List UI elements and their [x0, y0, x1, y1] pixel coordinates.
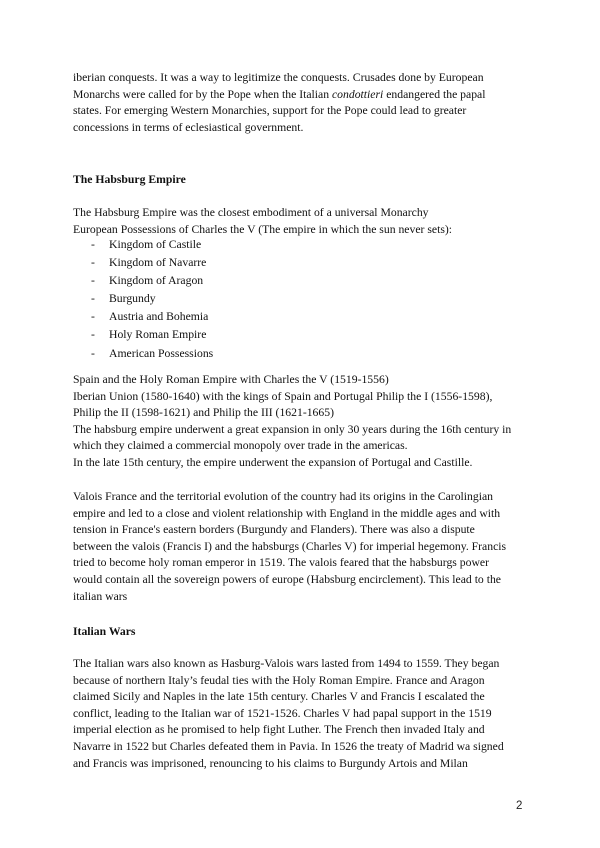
list-bullet: - [91, 274, 95, 288]
text-line: The Italian wars also known as Hasburg-Valois wars lasted from 1494 to 1559. They began [73, 657, 500, 670]
text-line: and Francis was imprisoned, renouncing to his claims to Burgundy Artois and Milan [73, 756, 468, 770]
list-bullet: - [91, 310, 95, 324]
list-bullet: - [91, 328, 95, 342]
list-item [73, 291, 213, 309]
text-line: italian wars [73, 589, 128, 603]
text-line: Philip the II (1598-1621) and Philip the III (1621-1665) [73, 406, 334, 420]
text-line: iberian conquests. It was a way to legitimize the conquests. Crusades done by European [73, 71, 484, 84]
list-item [73, 346, 213, 364]
italian-wars-paragraph [73, 656, 533, 772]
text-line: The habsburg empire underwent a great expansion in only 30 years during the 16th century in [73, 422, 512, 436]
list-item [73, 237, 213, 255]
text-line: conflict, leading to the Italian war of 1521-1526. Charles V had papal support in the 1519 [73, 706, 492, 720]
text-line: European Possessions of Charles the V (The empire in which the sun never sets): [73, 222, 453, 236]
possessions-list [73, 237, 213, 364]
text-line: states. For emerging Western Monarchies, support for the Pope could lead to greater [73, 104, 467, 118]
text-line: Valois France and the territorial evolution of the country had its origins in the Carolingian [73, 490, 494, 503]
intro-paragraph [73, 70, 533, 136]
text-line: which they claimed a commercial monopoly over trade in the americas. [73, 439, 408, 453]
text-span: endangered the papal [383, 87, 486, 101]
list-item [73, 309, 213, 327]
list-item-text: Kingdom of Castile [109, 238, 202, 251]
valois-paragraph [73, 489, 533, 605]
list-item [73, 327, 213, 345]
text-line: The Habsburg Empire was the closest embodiment of a universal Monarchy [73, 206, 429, 219]
list-item-text: Austria and Bohemia [109, 310, 209, 324]
list-item [73, 255, 213, 273]
list-item [73, 273, 213, 291]
text-line: between the valois (Francis I) and the habsburgs (Charles V) for imperial hegemony. Francis [73, 539, 507, 553]
section-heading-italian-wars: Italian Wars [73, 625, 136, 638]
text-line: Navarre in 1522 but Charles defeated them in Pavia. In 1526 the treaty of Madrid wa signed [73, 739, 504, 753]
text-line: concessions in terms of eclesiastical government. [73, 120, 304, 134]
italic-term: condottieri [331, 87, 384, 101]
list-item-text: Holy Roman Empire [109, 328, 207, 342]
list-bullet: - [91, 292, 95, 306]
text-line: would contain all the sovereign powers of europe (Habsburg encirclement). This lead to the [73, 572, 501, 586]
page-number: 2 [516, 800, 523, 812]
text-line: tension in France's eastern borders (Burgundy and Flanders). There was also a dispute [73, 523, 475, 537]
list-bullet: - [91, 346, 95, 360]
text-line: In the late 15th century, the empire underwent the expansion of Portugal and Castille. [73, 455, 473, 469]
text-line: imperial election as he promised to help fight Luther. The French then invaded Italy and [73, 723, 485, 737]
text-line [73, 87, 533, 104]
text-line: empire and led to a close and violent relationship with England in the middle ages and with [73, 506, 501, 520]
list-item-text: Kingdom of Aragon [109, 274, 204, 288]
text-line: Iberian Union (1580-1640) with the kings of Spain and Portugal Philip the I (1556-1598), [73, 389, 493, 403]
habsburg-intro-paragraph [73, 205, 533, 238]
habsburg-expansion-paragraph [73, 372, 533, 472]
list-item-text: American Possessions [109, 346, 214, 360]
list-item-text: Kingdom of Navarre [109, 256, 207, 270]
list-bullet: - [91, 238, 95, 251]
list-item-text: Burgundy [109, 292, 156, 306]
list-bullet: - [91, 256, 95, 270]
text-line: Spain and the Holy Roman Empire with Charles the V (1519-1556) [73, 373, 389, 386]
text-line: tried to become holy roman emperor in 1519. The valois feared that the habsburgs power [73, 556, 489, 570]
section-heading-habsburg: The Habsburg Empire [73, 173, 186, 186]
text-span: Monarchs were called for by the Pope when the Italian [73, 87, 332, 101]
text-line: claimed Sicily and Naples in the late 15th century. Charles V and Francis I escalated the [73, 690, 485, 704]
text-line: because of northern Italy’s feudal ties with the Holy Roman Empire. France and Aragon [73, 673, 485, 687]
